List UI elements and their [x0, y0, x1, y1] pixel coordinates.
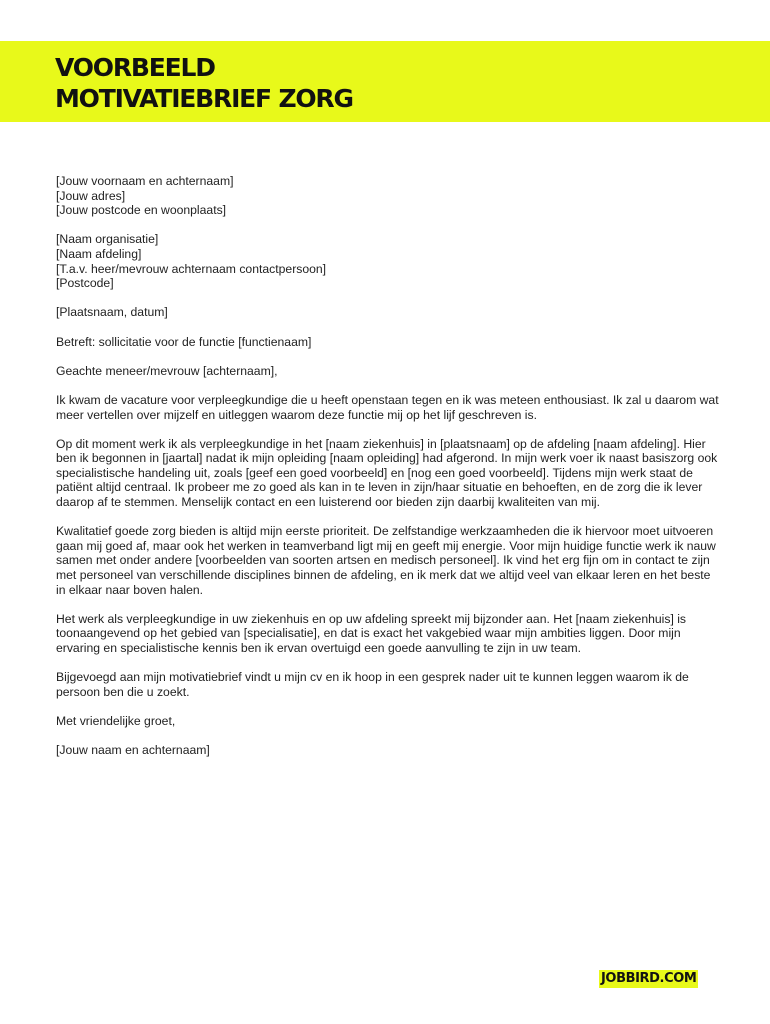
header-banner [0, 41, 770, 122]
title-line-1: VOORBEELD [55, 53, 215, 82]
sender-name: [Jouw voornaam en achternaam] [56, 174, 234, 188]
recipient-postcode: [Postcode] [56, 276, 114, 291]
sender-block [56, 174, 720, 218]
place-date-block [56, 305, 720, 320]
paragraph [56, 670, 720, 699]
place-date: [Plaatsnaam, datum] [56, 305, 168, 320]
paragraph-text: Op dit moment werk ik als verpleegkundige in het [naam ziekenhuis] in [plaatsnaam] op de afdeling [naam afdeling]. Hier ben ik begonnen in [jaartal] nadat ik mijn opleiding [naam opleiding] had afgerond. In mijn werk voer ik naast basiszorg ook specialistische handeling uit, zoals [geef een goed voorbeeld] en [nog een goed voorbeeld]. Tijdens mijn werk staat de patiënt altijd centraal. Ik probeer me zo goed als kan in te leven in zijn/haar situatie en behoeften, en de zorg die ik lever daarop af te stemmen. Menselijk contact en een luisterend oor bieden zijn daarbij kwaliteiten van mij. [56, 436, 718, 510]
salutation-block [56, 364, 720, 379]
title-line-2: MOTIVATIEBRIEF ZORG [55, 84, 353, 113]
signature: [Jouw naam en achternaam] [56, 743, 210, 758]
letter-body [56, 174, 720, 772]
paragraph-text: Het werk als verpleegkundige in uw ziekenhuis en op uw afdeling spreekt mij bijzonder aan. Het [naam ziekenhuis] is toonaangevend op het gebied van [specialisatie], en dat is exact het vakgebied waar mijn ambities liggen. Door mijn ervaring en specialistische kennis ben ik ervan overtuigd een goede aanvulling te zijn in uw team. [56, 611, 687, 655]
paragraph [56, 393, 720, 422]
recipient-attention: [T.a.v. heer/mevrouw achternaam contactpersoon] [56, 261, 327, 276]
recipient-department: [Naam afdeling] [56, 246, 142, 261]
subject-line: Betreft: sollicitatie voor de functie [functienaam] [56, 334, 312, 349]
paragraph-text: Kwalitatief goede zorg bieden is altijd mijn eerste prioriteit. De zelfstandige werkzaamheden die ik hiervoor moet uitvoeren gaan mij goed af, maar ook het werken in teamverband ligt mij en geeft mij energie. Voor mijn huidige functie werk ik nauw samen met onder andere [voorbeelden van soorten artsen en medisch personeel]. Ik vind het erg fijn om in contact te zijn met personeel van verschillende disciplines binnen de afdeling, en ik merk dat we altijd veel van elkaar leren en het beste in elkaar naar boven halen. [56, 524, 716, 597]
sender-postcode-city: [Jouw postcode en woonplaats] [56, 203, 227, 218]
salutation: Geachte meneer/mevrouw [achternaam], [56, 363, 278, 378]
paragraph [56, 437, 720, 510]
paragraph-text: Ik kwam de vacature voor verpleegkundige die u heeft openstaan tegen en ik was meteen enthousiast. Ik zal u daarom wat meer vertellen over mijzelf en uitleggen waarom deze functie mij op het lijf geschreven is. [56, 392, 719, 422]
paragraph [56, 612, 720, 656]
subject-block [56, 335, 720, 350]
recipient-organisation: [Naam organisatie] [56, 232, 159, 247]
page-title [55, 52, 353, 114]
closing-block [56, 714, 720, 729]
recipient-block [56, 232, 720, 290]
jobbird-logo: JOBBIRD.COM [601, 971, 697, 986]
sender-address: [Jouw adres] [56, 188, 126, 203]
paragraph-text: Bijgevoegd aan mijn motivatiebrief vindt u mijn cv en ik hoop in een gesprek nader uit te kunnen leggen waarom ik de persoon ben die u zoekt. [56, 670, 689, 699]
signature-block [56, 743, 720, 758]
paragraph [56, 524, 720, 597]
closing: Met vriendelijke groet, [56, 713, 176, 728]
